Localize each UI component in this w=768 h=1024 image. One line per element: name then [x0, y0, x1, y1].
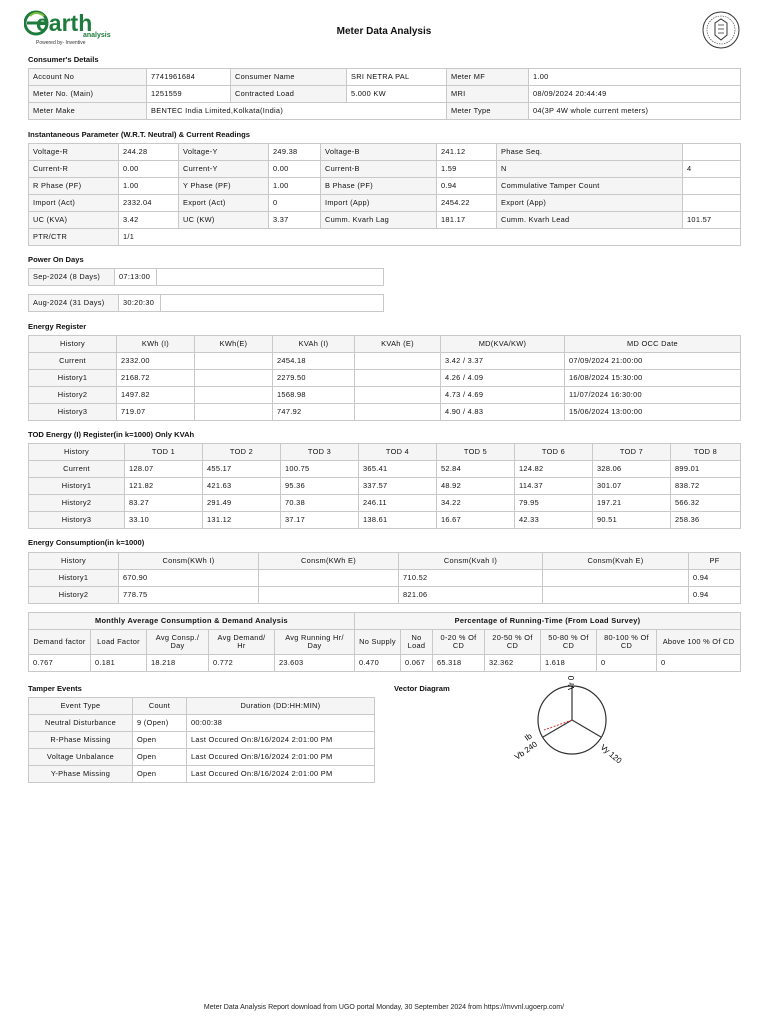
- column-header: KWh(E): [195, 336, 273, 353]
- table-cell: 114.37: [515, 478, 593, 495]
- table-row: [29, 732, 375, 749]
- column-header: History: [29, 336, 117, 353]
- table-cell: 246.11: [359, 495, 437, 512]
- column-header: TOD 5: [437, 444, 515, 461]
- table-row: [29, 69, 741, 86]
- meter-no-value: 1251559: [147, 86, 231, 103]
- table-row: [29, 103, 741, 120]
- table-cell: 0.767: [29, 655, 91, 672]
- table-cell: Open: [133, 749, 187, 766]
- table-cell: 42.33: [515, 512, 593, 529]
- param-label: Y Phase (PF): [179, 178, 269, 195]
- param-value: 0.94: [437, 178, 497, 195]
- param-value: [683, 144, 741, 161]
- row-label: History3: [29, 512, 125, 529]
- param-label: R Phase (PF): [29, 178, 119, 195]
- table-row: [29, 570, 741, 587]
- column-header: Event Type: [29, 698, 133, 715]
- column-header: No Supply: [355, 630, 401, 655]
- table-cell: 328.06: [593, 461, 671, 478]
- row-label: History1: [29, 478, 125, 495]
- table-cell: 0.94: [689, 570, 741, 587]
- power-on-period: Sep-2024 (8 Days): [29, 269, 115, 286]
- meter-mf-label: Meter MF: [447, 69, 529, 86]
- meter-make-value: BENTEC India Limited,Kolkata(India): [147, 103, 447, 120]
- param-label: UC (KVA): [29, 212, 119, 229]
- consumer-details-table: [28, 68, 741, 120]
- table-cell: 33.10: [125, 512, 203, 529]
- vector-y-line: [572, 720, 601, 737]
- table-cell: 0.470: [355, 655, 401, 672]
- column-header: 80-100 % Of CD: [597, 630, 657, 655]
- table-cell: Open: [133, 766, 187, 783]
- table-row: [29, 353, 741, 370]
- table-cell: 00:00:38: [187, 715, 375, 732]
- column-header: MD(KVA/KW): [441, 336, 565, 353]
- column-header: Duration (DD:HH:MIN): [187, 698, 375, 715]
- ptr-ctr-value: 1/1: [119, 229, 741, 246]
- energy-register-heading: Energy Register: [28, 322, 87, 331]
- power-on-days-heading: Power On Days: [28, 255, 84, 264]
- table-cell: 16/08/2024 15:30:00: [565, 370, 741, 387]
- table-cell: 2454.18: [273, 353, 355, 370]
- ptr-ctr-label: PTR/CTR: [29, 229, 119, 246]
- table-row: [29, 195, 741, 212]
- meter-type-value: 04(3P 4W whole current meters): [529, 103, 741, 120]
- column-header: Load Factor: [91, 630, 147, 655]
- table-cell: 9 (Open): [133, 715, 187, 732]
- consumer-name-value: SRI NETRA PAL: [347, 69, 447, 86]
- table-cell: Last Occured On:8/16/2024 2:01:00 PM: [187, 732, 375, 749]
- table-cell: [195, 387, 273, 404]
- consumer-details-heading: Consumer's Details: [28, 55, 99, 64]
- table-cell: 899.01: [671, 461, 741, 478]
- column-header: PF: [689, 553, 741, 570]
- page-footer: Meter Data Analysis Report download from UGO portal Monday, 30 September 2024 from https://mvvnl.ugoerp.com/: [203, 1004, 565, 1011]
- table-header-row: [29, 698, 375, 715]
- param-value: 101.57: [683, 212, 741, 229]
- meter-type-label: Meter Type: [447, 103, 529, 120]
- table-cell: 0: [657, 655, 741, 672]
- table-row: [29, 370, 741, 387]
- column-header: TOD 3: [281, 444, 359, 461]
- table-cell: [259, 587, 399, 604]
- table-cell: Open: [133, 732, 187, 749]
- param-value: 244.28: [119, 144, 179, 161]
- param-value: 0.00: [269, 161, 321, 178]
- table-row: [29, 404, 741, 421]
- table-row: [29, 178, 741, 195]
- table-cell: 52.84: [437, 461, 515, 478]
- column-header: TOD 1: [125, 444, 203, 461]
- column-header: Avg Demand/ Hr: [209, 630, 275, 655]
- tod-register-heading: TOD Energy (I) Register(in k=1000) Only KVAh: [28, 430, 195, 439]
- tod-register-table: [28, 443, 741, 529]
- param-label: N: [497, 161, 683, 178]
- param-label: Voltage-R: [29, 144, 119, 161]
- power-on-value: 30:20:30: [119, 295, 161, 312]
- vector-label-b: Vb 240: [512, 739, 539, 762]
- contracted-load-value: 5.000 KW: [347, 86, 447, 103]
- param-value: 249.38: [269, 144, 321, 161]
- column-header: 0-20 % Of CD: [433, 630, 485, 655]
- row-label: History1: [29, 570, 119, 587]
- mri-value: 08/09/2024 20:44:49: [529, 86, 741, 103]
- column-header: KVAh (E): [355, 336, 441, 353]
- energy-consumption-table: [28, 552, 741, 604]
- table-cell: 747.92: [273, 404, 355, 421]
- column-header: KVAh (I): [273, 336, 355, 353]
- param-value: 1.00: [269, 178, 321, 195]
- meter-no-label: Meter No. (Main): [29, 86, 147, 103]
- table-cell: 90.51: [593, 512, 671, 529]
- table-cell: Last Occured On:8/16/2024 2:01:00 PM: [187, 749, 375, 766]
- column-header: Consm(KWh I): [119, 553, 259, 570]
- param-label: B Phase (PF): [321, 178, 437, 195]
- param-value: 4: [683, 161, 741, 178]
- tamper-events-heading: Tamper Events: [28, 684, 82, 693]
- param-label: Current-Y: [179, 161, 269, 178]
- table-cell: 128.07: [125, 461, 203, 478]
- column-header: Above 100 % Of CD: [657, 630, 741, 655]
- table-cell: 65.318: [433, 655, 485, 672]
- vector-label-y: Vy 120: [598, 742, 624, 766]
- table-row: [29, 749, 375, 766]
- instantaneous-heading: Instantaneous Parameter (W.R.T. Neutral) & Current Readings: [28, 130, 250, 139]
- param-label: Voltage-B: [321, 144, 437, 161]
- vector-label-ib: Ib: [522, 731, 534, 743]
- param-label: Export (App): [497, 195, 683, 212]
- monthly-analysis-table: [28, 612, 741, 672]
- vector-diagram: [500, 672, 660, 772]
- table-cell: 0.181: [91, 655, 147, 672]
- table-cell: 0.772: [209, 655, 275, 672]
- vector-label-r: Vr 0: [567, 675, 576, 690]
- table-cell: 95.36: [281, 478, 359, 495]
- table-cell: 2168.72: [117, 370, 195, 387]
- account-no-value: 7741961684: [147, 69, 231, 86]
- column-header: History: [29, 553, 119, 570]
- param-value: 1.59: [437, 161, 497, 178]
- table-cell: 291.49: [203, 495, 281, 512]
- column-header: Avg Consp./ Day: [147, 630, 209, 655]
- table-cell: 258.36: [671, 512, 741, 529]
- table-cell: 197.21: [593, 495, 671, 512]
- column-header: MD OCC Date: [565, 336, 741, 353]
- table-cell: 719.07: [117, 404, 195, 421]
- power-on-aug-table: [28, 294, 384, 312]
- table-row: [29, 387, 741, 404]
- table-cell: 138.61: [359, 512, 437, 529]
- table-header-row: [29, 553, 741, 570]
- table-cell: 15/06/2024 13:00:00: [565, 404, 741, 421]
- energy-consumption-heading: Energy Consumption(in k=1000): [28, 538, 145, 547]
- table-cell: 365.41: [359, 461, 437, 478]
- table-cell: 11/07/2024 16:30:00: [565, 387, 741, 404]
- table-cell: 1.618: [541, 655, 597, 672]
- param-label: Current-B: [321, 161, 437, 178]
- table-cell: 821.06: [399, 587, 543, 604]
- table-cell: 4.90 / 4.83: [441, 404, 565, 421]
- table-row: [29, 766, 375, 783]
- row-label: Current: [29, 461, 125, 478]
- table-cell: 455.17: [203, 461, 281, 478]
- param-label: Current-R: [29, 161, 119, 178]
- table-cell: 4.26 / 4.09: [441, 370, 565, 387]
- mri-label: MRI: [447, 86, 529, 103]
- table-cell: 18.218: [147, 655, 209, 672]
- power-on-value: 07:13:00: [115, 269, 157, 286]
- account-no-label: Account No: [29, 69, 147, 86]
- table-cell: 4.73 / 4.69: [441, 387, 565, 404]
- table-cell: [355, 387, 441, 404]
- table-cell: [355, 370, 441, 387]
- table-cell: 566.32: [671, 495, 741, 512]
- table-cell: [355, 404, 441, 421]
- government-seal-icon: [702, 11, 740, 49]
- table-group-row: [29, 613, 741, 630]
- table-cell: 124.82: [515, 461, 593, 478]
- table-row: [29, 587, 741, 604]
- contracted-load-label: Contracted Load: [231, 86, 347, 103]
- table-cell: [355, 353, 441, 370]
- param-label: Import (Act): [29, 195, 119, 212]
- table-cell: 121.82: [125, 478, 203, 495]
- table-cell: 0.94: [689, 587, 741, 604]
- param-label: Voltage-Y: [179, 144, 269, 161]
- table-header-row: [29, 630, 741, 655]
- table-cell: 2279.50: [273, 370, 355, 387]
- column-header: TOD 4: [359, 444, 437, 461]
- table-row: [29, 461, 741, 478]
- table-cell: 710.52: [399, 570, 543, 587]
- column-header: 20-50 % Of CD: [485, 630, 541, 655]
- column-header: Demand factor: [29, 630, 91, 655]
- table-row: [29, 161, 741, 178]
- row-label: Neutral Disturbance: [29, 715, 133, 732]
- row-label: History1: [29, 370, 117, 387]
- power-on-blank: [157, 269, 384, 286]
- table-cell: 37.17: [281, 512, 359, 529]
- table-row: [29, 295, 384, 312]
- table-cell: 16.67: [437, 512, 515, 529]
- running-time-group-heading: Percentage of Running-Time (From Load Survey): [355, 613, 741, 630]
- table-cell: 301.07: [593, 478, 671, 495]
- param-value: 181.17: [437, 212, 497, 229]
- column-header: Consm(KWh E): [259, 553, 399, 570]
- table-row: [29, 715, 375, 732]
- page-title: Meter Data Analysis: [336, 26, 432, 37]
- param-value: 0.00: [119, 161, 179, 178]
- table-cell: 670.90: [119, 570, 259, 587]
- table-row: [29, 269, 384, 286]
- vector-diagram-heading: Vector Diagram: [394, 684, 450, 693]
- param-label: Commulative Tamper Count: [497, 178, 683, 195]
- meter-mf-value: 1.00: [529, 69, 741, 86]
- param-value: 2454.22: [437, 195, 497, 212]
- table-cell: [195, 370, 273, 387]
- column-header: TOD 6: [515, 444, 593, 461]
- tamper-events-table: [28, 697, 375, 783]
- logo-title: earth: [36, 10, 93, 36]
- table-cell: 778.75: [119, 587, 259, 604]
- param-label: Phase Seq.: [497, 144, 683, 161]
- table-cell: 421.63: [203, 478, 281, 495]
- column-header: 50-80 % Of CD: [541, 630, 597, 655]
- param-label: Import (App): [321, 195, 437, 212]
- row-label: History2: [29, 587, 119, 604]
- table-cell: 337.57: [359, 478, 437, 495]
- column-header: TOD 8: [671, 444, 741, 461]
- column-header: Count: [133, 698, 187, 715]
- table-cell: 48.92: [437, 478, 515, 495]
- table-row: [29, 144, 741, 161]
- column-header: No Load: [401, 630, 433, 655]
- row-label: History2: [29, 495, 125, 512]
- table-cell: 83.27: [125, 495, 203, 512]
- param-label: UC (KW): [179, 212, 269, 229]
- column-header: TOD 2: [203, 444, 281, 461]
- table-cell: 34.22: [437, 495, 515, 512]
- table-cell: 0.067: [401, 655, 433, 672]
- table-cell: [543, 587, 689, 604]
- table-cell: 100.75: [281, 461, 359, 478]
- row-label: History3: [29, 404, 117, 421]
- table-header-row: [29, 336, 741, 353]
- table-cell: 70.38: [281, 495, 359, 512]
- table-cell: Last Occured On:8/16/2024 2:01:00 PM: [187, 766, 375, 783]
- row-label: History2: [29, 387, 117, 404]
- table-cell: 2332.00: [117, 353, 195, 370]
- row-label: Y-Phase Missing: [29, 766, 133, 783]
- monthly-group-heading: Monthly Average Consumption & Demand Analysis: [29, 613, 355, 630]
- param-value: [683, 178, 741, 195]
- table-cell: 131.12: [203, 512, 281, 529]
- table-cell: 1497.82: [117, 387, 195, 404]
- logo-powered-by: Powered by- Inventive: [36, 40, 86, 46]
- table-row: [29, 512, 741, 529]
- param-label: Export (Act): [179, 195, 269, 212]
- column-header: Consm(Kvah I): [399, 553, 543, 570]
- table-cell: [195, 404, 273, 421]
- consumer-name-label: Consumer Name: [231, 69, 347, 86]
- param-label: Cumm. Kvarh Lag: [321, 212, 437, 229]
- table-cell: 32.362: [485, 655, 541, 672]
- table-row: [29, 495, 741, 512]
- meter-make-label: Meter Make: [29, 103, 147, 120]
- column-header: Consm(Kvah E): [543, 553, 689, 570]
- logo-subtitle: analysis: [83, 32, 111, 39]
- table-cell: 1568.98: [273, 387, 355, 404]
- table-cell: [543, 570, 689, 587]
- param-value: 3.42: [119, 212, 179, 229]
- row-label: R-Phase Missing: [29, 732, 133, 749]
- param-value: 1.00: [119, 178, 179, 195]
- column-header: Avg Running Hr/ Day: [275, 630, 355, 655]
- table-cell: [259, 570, 399, 587]
- table-cell: 79.95: [515, 495, 593, 512]
- table-cell: 838.72: [671, 478, 741, 495]
- instantaneous-table: [28, 143, 741, 246]
- table-row: [29, 478, 741, 495]
- table-row: [29, 86, 741, 103]
- power-on-sep-table: [28, 268, 384, 286]
- energy-register-table: [28, 335, 741, 421]
- param-value: 241.12: [437, 144, 497, 161]
- table-row: [29, 212, 741, 229]
- table-cell: 23.603: [275, 655, 355, 672]
- param-value: 3.37: [269, 212, 321, 229]
- power-on-period: Aug-2024 (31 Days): [29, 295, 119, 312]
- row-label: Current: [29, 353, 117, 370]
- table-cell: 07/09/2024 21:00:00: [565, 353, 741, 370]
- column-header: KWh (I): [117, 336, 195, 353]
- table-row: [29, 655, 741, 672]
- row-label: Voltage Unbalance: [29, 749, 133, 766]
- table-cell: 3.42 / 3.37: [441, 353, 565, 370]
- table-cell: 0: [597, 655, 657, 672]
- table-header-row: [29, 444, 741, 461]
- param-value: 2332.04: [119, 195, 179, 212]
- param-value: [683, 195, 741, 212]
- param-value: 0: [269, 195, 321, 212]
- table-cell: [195, 353, 273, 370]
- column-header: TOD 7: [593, 444, 671, 461]
- power-on-blank: [161, 295, 384, 312]
- param-label: Cumm. Kvarh Lead: [497, 212, 683, 229]
- column-header: History: [29, 444, 125, 461]
- table-row: [29, 229, 741, 246]
